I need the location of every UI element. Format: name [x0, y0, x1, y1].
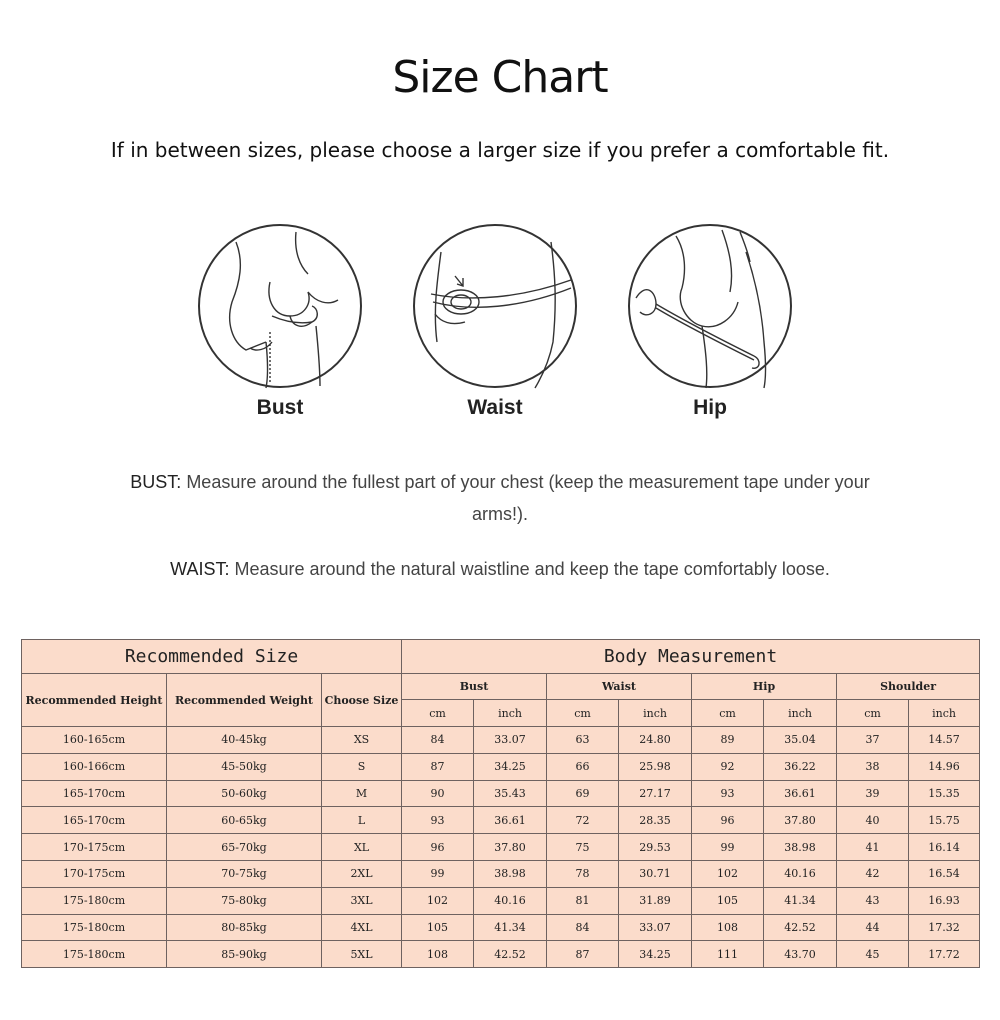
weight-cell: 70-75kg: [167, 860, 322, 887]
table-row: [22, 941, 980, 968]
shoulder-inch-cell: 16.14: [909, 834, 980, 861]
bust-cm-cell: 87: [402, 753, 474, 780]
waist-cm-cell: 63: [547, 727, 619, 754]
size-cell: 5XL: [322, 941, 402, 968]
height-cell: 165-170cm: [22, 780, 167, 807]
size-cell: 2XL: [322, 860, 402, 887]
size-cell: S: [322, 753, 402, 780]
hip-cm-cell: 93: [692, 780, 764, 807]
bust-cm-cell: 93: [402, 807, 474, 834]
hip-cm-cell: 89: [692, 727, 764, 754]
bust-measure-illustration: [196, 222, 364, 390]
bust-label: Bust: [256, 396, 304, 419]
weight-cell: 50-60kg: [167, 780, 322, 807]
shoulder-cm-cell: 38: [837, 753, 909, 780]
shoulder-inch-cell: 15.35: [909, 780, 980, 807]
unit-inch: inch: [619, 700, 692, 727]
hip-cm-cell: 99: [692, 834, 764, 861]
shoulder-cm-cell: 42: [837, 860, 909, 887]
table-row: [22, 807, 980, 834]
table-row: [22, 887, 980, 914]
weight-cell: 85-90kg: [167, 941, 322, 968]
height-cell: 170-175cm: [22, 860, 167, 887]
hip-cm-cell: 108: [692, 914, 764, 941]
hip-cm-cell: 96: [692, 807, 764, 834]
bust-instruction: [120, 466, 880, 530]
bust-inch-cell: 37.80: [474, 834, 547, 861]
hip-measure-illustration: [626, 222, 794, 390]
shoulder-cm-cell: 39: [837, 780, 909, 807]
hip-cm-cell: 111: [692, 941, 764, 968]
bust-inch-cell: 40.16: [474, 887, 547, 914]
height-cell: 165-170cm: [22, 807, 167, 834]
waist-inch-cell: 25.98: [619, 753, 692, 780]
shoulder-inch-cell: 17.32: [909, 914, 980, 941]
unit-cm: cm: [837, 700, 909, 727]
hip-inch-cell: 38.98: [764, 834, 837, 861]
unit-inch: inch: [474, 700, 547, 727]
size-cell: XL: [322, 834, 402, 861]
shoulder-inch-cell: 16.54: [909, 860, 980, 887]
shoulder-cm-cell: 45: [837, 941, 909, 968]
unit-cm: cm: [547, 700, 619, 727]
unit-inch: inch: [909, 700, 980, 727]
bust-inch-cell: 42.52: [474, 941, 547, 968]
bust-cm-cell: 99: [402, 860, 474, 887]
waist-cm-cell: 84: [547, 914, 619, 941]
shoulder-cm-cell: 44: [837, 914, 909, 941]
bust-inch-cell: 41.34: [474, 914, 547, 941]
hip-inch-cell: 43.70: [764, 941, 837, 968]
bust-inch-cell: 36.61: [474, 807, 547, 834]
table-row: [22, 834, 980, 861]
unit-inch: inch: [764, 700, 837, 727]
hip-figure: [626, 222, 796, 422]
waist-inch-cell: 33.07: [619, 914, 692, 941]
table-row: [22, 727, 980, 754]
page-title: Size Chart: [392, 52, 608, 103]
size-table: [21, 639, 980, 968]
waist-inch-cell: 30.71: [619, 860, 692, 887]
waist-cm-cell: 87: [547, 941, 619, 968]
waist-cm-cell: 72: [547, 807, 619, 834]
bust-note-key: BUST:: [130, 472, 182, 492]
waist-note-text: Measure around the natural waistline and keep the tape comfortably loose.: [229, 559, 830, 579]
shoulder-inch-cell: 14.57: [909, 727, 980, 754]
hip-cm-cell: 105: [692, 887, 764, 914]
weight-cell: 45-50kg: [167, 753, 322, 780]
waist-cm-cell: 75: [547, 834, 619, 861]
height-cell: 175-180cm: [22, 914, 167, 941]
bust-inch-cell: 34.25: [474, 753, 547, 780]
shoulder-cm-cell: 43: [837, 887, 909, 914]
waist-inch-cell: 34.25: [619, 941, 692, 968]
weight-cell: 40-45kg: [167, 727, 322, 754]
bust-cm-cell: 84: [402, 727, 474, 754]
unit-cm: cm: [692, 700, 764, 727]
bust-inch-cell: 35.43: [474, 780, 547, 807]
table-row: [22, 753, 980, 780]
size-cell: 4XL: [322, 914, 402, 941]
weight-cell: 65-70kg: [167, 834, 322, 861]
waist-inch-cell: 24.80: [619, 727, 692, 754]
weight-cell: 60-65kg: [167, 807, 322, 834]
table-row: [22, 780, 980, 807]
shoulder-cm-cell: 41: [837, 834, 909, 861]
size-cell: L: [322, 807, 402, 834]
bust-inch-cell: 38.98: [474, 860, 547, 887]
waist-measure-illustration: [411, 222, 579, 390]
bust-cm-cell: 108: [402, 941, 474, 968]
height-col-header: Recommended Height: [22, 674, 167, 727]
hip-inch-cell: 41.34: [764, 887, 837, 914]
shoulder-col-header: Shoulder: [837, 674, 980, 700]
waist-figure: [411, 222, 581, 422]
waist-inch-cell: 28.35: [619, 807, 692, 834]
bust-cm-cell: 105: [402, 914, 474, 941]
bust-cm-cell: 96: [402, 834, 474, 861]
body-measurement-header: Body Measurement: [402, 640, 980, 674]
size-table-body: [22, 727, 980, 968]
page-subtitle: If in between sizes, please choose a larger size if you prefer a comfortable fit.: [110, 138, 890, 162]
hip-inch-cell: 36.22: [764, 753, 837, 780]
waist-cm-cell: 81: [547, 887, 619, 914]
hip-inch-cell: 37.80: [764, 807, 837, 834]
shoulder-inch-cell: 14.96: [909, 753, 980, 780]
hip-label: Hip: [693, 396, 727, 419]
hip-cm-cell: 92: [692, 753, 764, 780]
size-cell: 3XL: [322, 887, 402, 914]
shoulder-inch-cell: 15.75: [909, 807, 980, 834]
waist-cm-cell: 69: [547, 780, 619, 807]
hip-inch-cell: 35.04: [764, 727, 837, 754]
bust-cm-cell: 102: [402, 887, 474, 914]
weight-col-header: Recommended Weight: [167, 674, 322, 727]
waist-cm-cell: 66: [547, 753, 619, 780]
hip-inch-cell: 36.61: [764, 780, 837, 807]
waist-instruction: [100, 553, 900, 585]
table-row: [22, 860, 980, 887]
unit-cm: cm: [402, 700, 474, 727]
height-cell: 160-166cm: [22, 753, 167, 780]
size-cell: M: [322, 780, 402, 807]
bust-figure: [196, 222, 366, 422]
hip-inch-cell: 40.16: [764, 860, 837, 887]
bust-col-header: Bust: [402, 674, 547, 700]
height-cell: 175-180cm: [22, 887, 167, 914]
size-cell: XS: [322, 727, 402, 754]
shoulder-cm-cell: 40: [837, 807, 909, 834]
height-cell: 170-175cm: [22, 834, 167, 861]
bust-inch-cell: 33.07: [474, 727, 547, 754]
shoulder-cm-cell: 37: [837, 727, 909, 754]
waist-note-key: WAIST:: [170, 559, 230, 579]
weight-cell: 75-80kg: [167, 887, 322, 914]
size-col-header: Choose Size: [322, 674, 402, 727]
table-row: [22, 914, 980, 941]
weight-cell: 80-85kg: [167, 914, 322, 941]
bust-note-text: Measure around the fullest part of your chest (keep the measurement tape under your arms!).: [181, 472, 870, 524]
shoulder-inch-cell: 16.93: [909, 887, 980, 914]
hip-inch-cell: 42.52: [764, 914, 837, 941]
waist-label: Waist: [467, 396, 523, 419]
waist-inch-cell: 31.89: [619, 887, 692, 914]
waist-inch-cell: 27.17: [619, 780, 692, 807]
height-cell: 160-165cm: [22, 727, 167, 754]
recommended-size-header: Recommended Size: [22, 640, 402, 674]
bust-cm-cell: 90: [402, 780, 474, 807]
hip-col-header: Hip: [692, 674, 837, 700]
height-cell: 175-180cm: [22, 941, 167, 968]
waist-inch-cell: 29.53: [619, 834, 692, 861]
waist-col-header: Waist: [547, 674, 692, 700]
waist-cm-cell: 78: [547, 860, 619, 887]
hip-cm-cell: 102: [692, 860, 764, 887]
shoulder-inch-cell: 17.72: [909, 941, 980, 968]
